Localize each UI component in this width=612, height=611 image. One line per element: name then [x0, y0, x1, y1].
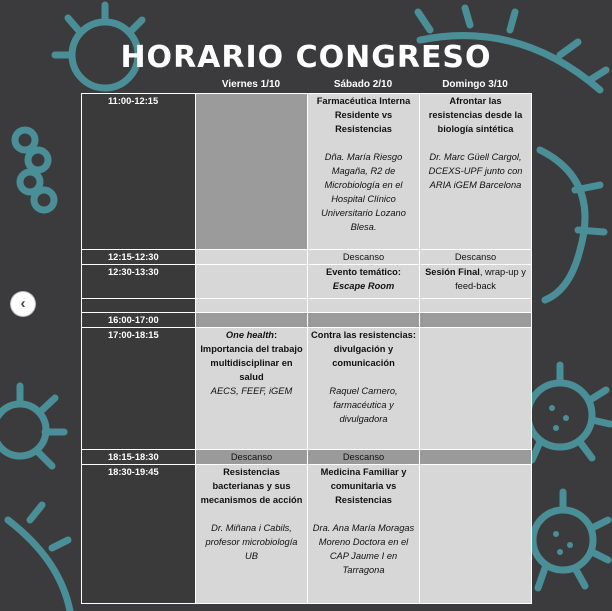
session-title: Resistencias bacterianas y sus mecanismos de acción: [200, 467, 303, 505]
table-row: [82, 250, 532, 265]
time-slot: 16:00-17:00: [82, 313, 196, 328]
session-subtitle: Escape Room: [332, 281, 395, 291]
session-cell: [308, 265, 420, 299]
table-row: [82, 265, 532, 299]
day-header-domingo: Domingo 3/10: [442, 79, 508, 90]
session-title: Sesión Final: [425, 267, 480, 277]
time-slot: 11:00-12:15: [82, 94, 196, 250]
session-cell-empty: [196, 94, 308, 250]
session-cell: [420, 94, 532, 250]
time-slot: 18:15-18:30: [82, 450, 196, 465]
page-title: HORARIO CONGRESO: [120, 40, 492, 75]
session-speaker: Dña. María Riesgo Magaña, R2 de Microbiología en el Hospital Clínico Universitario Lozano Blesa.: [321, 152, 406, 232]
session-cell: [308, 94, 420, 250]
session-cell-empty: [420, 328, 532, 450]
time-slot: 17:00-18:15: [82, 328, 196, 450]
session-cell-empty: [308, 299, 420, 313]
session-cell-empty: [420, 450, 532, 465]
session-cell: [420, 265, 532, 299]
session-cell: [308, 328, 420, 450]
time-slot-empty: [82, 299, 196, 313]
session-title: Medicina Familiar y comunitaria vs Resistencias: [320, 467, 407, 505]
session-speaker: Dra. Ana María Moragas Moreno Doctora en el CAP Jaume I en Tarragona: [312, 523, 415, 575]
session-cell: [196, 328, 308, 450]
session-cell-empty: [196, 250, 308, 265]
session-title-rest: : Importancia del trabajo multidisciplinar en salud: [200, 330, 303, 382]
session-title: Contra las resistencias: divulgación y comunicación: [311, 330, 416, 368]
session-title-italic: One health: [225, 330, 274, 340]
break-cell: Descanso: [308, 250, 420, 265]
schedule-table: [81, 93, 531, 604]
session-speaker: Dr. Miñana i Cabils, profesor microbiología UB: [205, 523, 298, 561]
day-header-viernes: Viernes 1/10: [221, 79, 281, 90]
table-row: [82, 465, 532, 604]
time-slot: 12:15-12:30: [82, 250, 196, 265]
session-cell-empty: [420, 313, 532, 328]
table-row: [82, 450, 532, 465]
session-speaker: AECS, FEEF, iGEM: [210, 386, 293, 396]
session-title: Evento temático:: [326, 267, 401, 277]
session-cell-empty: [420, 465, 532, 604]
session-cell: [196, 465, 308, 604]
session-cell-empty: [196, 299, 308, 313]
session-cell-empty: [196, 265, 308, 299]
session-speaker: Dr. Marc Güell Cargol, DCEXS-UPF junto con ARIA iGEM Barcelona: [428, 152, 523, 190]
day-header-sabado: Sábado 2/10: [333, 79, 393, 90]
session-cell-empty: [308, 313, 420, 328]
session-cell-empty: [196, 313, 308, 328]
session-cell: [308, 465, 420, 604]
session-speaker: Raquel Carnero, farmacéutica y divulgadora: [329, 386, 398, 424]
session-title: Afrontar las resistencias desde la biología sintética: [428, 96, 523, 134]
table-row: [82, 299, 532, 313]
chevron-left-icon: ‹: [20, 295, 26, 312]
session-title: [199, 328, 304, 384]
break-cell: Descanso: [308, 450, 420, 465]
table-row: [82, 94, 532, 250]
table-row: [82, 328, 532, 450]
session-title-rest: , wrap-up y feed-back: [455, 267, 526, 291]
time-slot: 18:30-19:45: [82, 465, 196, 604]
break-cell: Descanso: [196, 450, 308, 465]
table-row: [82, 313, 532, 328]
session-title: Farmacéutica Interna Residente vs Resistencias: [316, 96, 411, 134]
session-cell-empty: [420, 299, 532, 313]
break-cell: Descanso: [420, 250, 532, 265]
time-slot: 12:30-13:30: [82, 265, 196, 299]
previous-slide-button[interactable]: [11, 292, 35, 316]
